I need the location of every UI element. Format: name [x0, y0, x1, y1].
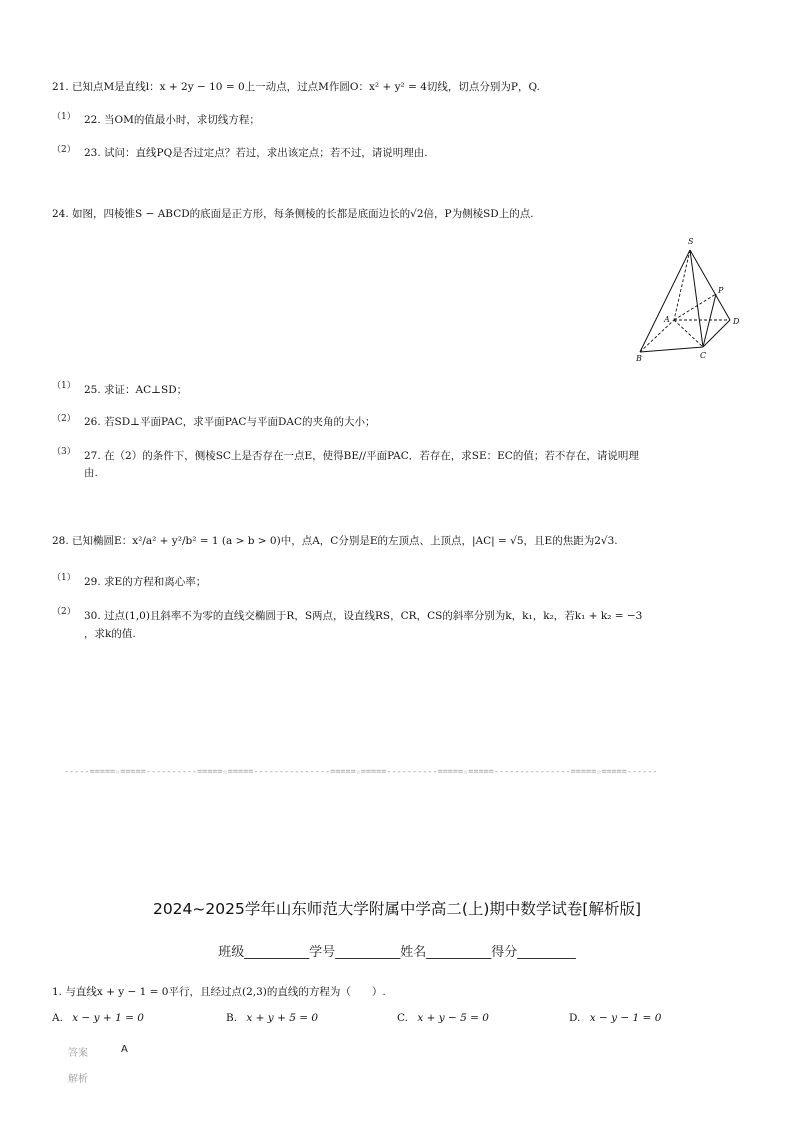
edge-sd	[690, 250, 730, 320]
question-28-stem: 28. 已知椭圆E：x²/a² + y²/b² = 1 (a > b > 0)中，点A，C分别是E的左顶点、上顶点，|AC| = √5，且E的焦距为2√3.	[52, 535, 618, 547]
label-a: A	[664, 315, 670, 324]
option-letter: B.	[226, 1012, 238, 1024]
option-a	[52, 1012, 144, 1024]
label-d: D	[733, 317, 740, 326]
answer-value: A	[121, 1044, 128, 1055]
analysis-label: 解析	[68, 1074, 88, 1085]
subquestion-tag: （1）	[52, 381, 76, 391]
exam-title: 2024~2025学年山东师范大学附属中学高二(上)期中数学试卷[解析版]	[152, 900, 642, 918]
question-30-line1: 30. 过点(1,0)且斜率不为零的直线交椭圆于R，S两点，设直线RS，CR，CS的斜率分别为k，k₁，k₂，若k₁ + k₂ = −3	[84, 610, 643, 622]
pyramid-figure	[630, 234, 745, 366]
subquestion-tag: （1）	[52, 573, 76, 583]
question-22-text: 22. 当OM的值最小时，求切线方程；	[84, 114, 260, 126]
label-p: P	[718, 286, 724, 295]
option-d	[569, 1012, 661, 1024]
subquestion-tag: （2）	[52, 607, 76, 617]
section-divider: -----=====☆=====----------=====☆=====---------------=====☆=====----------=====☆=====---------------=====☆=====------	[64, 767, 658, 777]
option-letter: A.	[52, 1012, 63, 1024]
question-26-text: 26. 若SD⊥平面PAC，求平面PAC与平面DAC的夹角的大小；	[84, 416, 376, 428]
student-info-line: 班级__________学号__________姓名__________得分_________	[218, 945, 576, 960]
label-c: C	[700, 351, 707, 360]
question-1-stem: 1. 与直线x + y − 1 = 0平行，且经过点(2,3)的直线的方程为（ ）.	[52, 986, 386, 998]
option-text: x + y + 5 = 0	[246, 1012, 319, 1024]
option-text: x + y − 5 = 0	[417, 1012, 489, 1024]
edge-cd	[703, 320, 730, 347]
option-text: x − y + 1 = 0	[72, 1012, 144, 1024]
option-b	[226, 1012, 318, 1024]
question-27-line2: 由.	[84, 467, 98, 479]
question-23-text: 23. 试问：直线PQ是否过定点？若过，求出该定点；若不过，请说明理由.	[84, 147, 428, 159]
diagonal-ac	[674, 320, 703, 347]
answer-label: 答案	[68, 1048, 88, 1059]
segment-cp	[703, 294, 716, 347]
question-24-stem: 24. 如图，四棱锥S − ABCD的底面是正方形，每条侧棱的长都是底面边长的√2倍，P为侧棱SD上的点.	[52, 208, 534, 220]
option-letter: D.	[569, 1012, 581, 1024]
option-letter: C.	[397, 1012, 408, 1024]
option-text: x − y − 1 = 0	[589, 1012, 662, 1024]
segment-ap	[674, 294, 716, 320]
edge-sb	[640, 250, 690, 352]
question-30-line2: ，求k的值.	[84, 628, 136, 640]
question-27-line1: 27. 在（2）的条件下，侧棱SC上是否存在一点E，使得BE//平面PAC．若存在，求SE：EC的值；若不存在，请说明理	[84, 450, 639, 462]
edge-sa	[674, 250, 690, 320]
question-29-text: 29. 求E的方程和离心率；	[84, 576, 207, 588]
subquestion-tag: （2）	[52, 145, 76, 155]
edge-ba	[640, 320, 674, 352]
subquestion-tag: （1）	[52, 112, 76, 122]
label-b: B	[636, 354, 642, 363]
subquestion-tag: （2）	[52, 414, 76, 424]
subquestion-tag: （3）	[52, 447, 76, 457]
option-c	[397, 1012, 489, 1024]
edge-sc	[690, 250, 703, 347]
question-21-stem: 21. 已知点M是直线l：x + 2y − 10 = 0上一动点，过点M作圆O：x² + y² = 4切线，切点分别为P，Q.	[52, 81, 540, 93]
edge-bc	[640, 347, 703, 352]
question-25-text: 25. 求证：AC⊥SD；	[84, 384, 188, 396]
label-s: S	[688, 237, 694, 246]
